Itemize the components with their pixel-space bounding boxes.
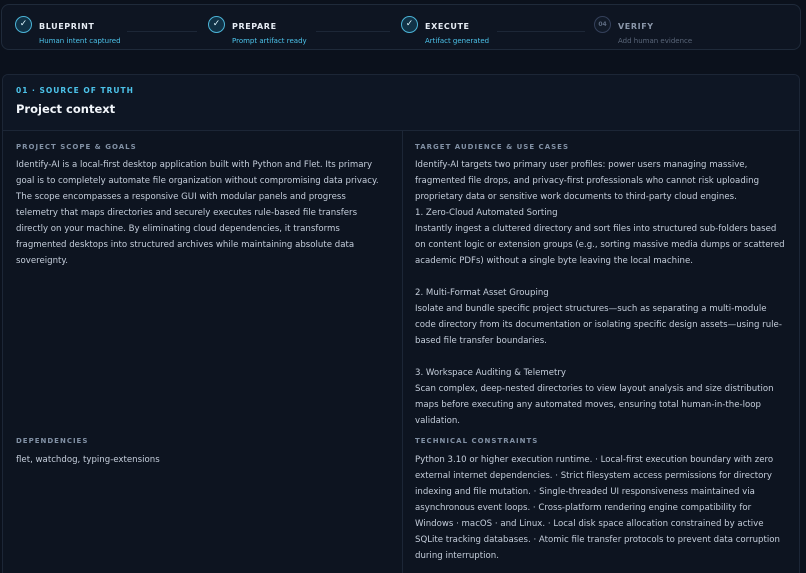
check-icon: ✓ bbox=[401, 16, 418, 33]
dependencies-text bbox=[16, 452, 390, 468]
use-case-title: 1. Zero-Cloud Automated Sorting bbox=[415, 208, 558, 218]
constraints-paragraph: Python 3.10 or higher execution runtime. · Local-first execution boundary with zero external internet dependencies. · Strict filesystem access permissions for directory indexing and file mutation. · Single-threaded UI responsiveness maintained via asynchronous event loops. · Cross-platform rendering engine compatibility for Windows · macOS · and Linux. · Local disk space allocation constrained by active SQLite tracking databases. · Atomic file transfer protocols to prevent data corruption during interruption. bbox=[415, 455, 780, 561]
workflow-stepper bbox=[1, 4, 801, 50]
audience-label: TARGET AUDIENCE & USE CASES bbox=[415, 143, 569, 151]
section-eyebrow: 01 · SOURCE OF TRUTH bbox=[16, 86, 134, 95]
check-icon: ✓ bbox=[208, 16, 225, 33]
use-case-title: 2. Multi-Format Asset Grouping bbox=[415, 288, 549, 298]
step-name: PREPARE bbox=[232, 22, 277, 31]
step-connector bbox=[127, 31, 197, 32]
step-connector bbox=[497, 31, 585, 32]
scope-label: PROJECT SCOPE & GOALS bbox=[16, 143, 137, 151]
scope-text bbox=[16, 157, 390, 269]
constraints-text bbox=[415, 452, 789, 564]
check-icon: ✓ bbox=[15, 16, 32, 33]
scope-paragraph: Identify-AI is a local-first desktop application built with Python and Flet. Its primary goal is to completely automate file organization without compromising data privacy. The scope encompasses a responsive GUI with modular panels and progress telemetry that maps directories and securely executes rule-based file transfers directly on your machine. By eliminating cloud dependencies, it transforms fragmented desktops into structured archives while maintaining absolute data sovereignty. bbox=[16, 160, 379, 266]
step-status: Prompt artifact ready bbox=[232, 37, 307, 45]
step-connector bbox=[316, 31, 390, 32]
project-context-panel bbox=[2, 74, 800, 573]
column-divider bbox=[402, 130, 403, 573]
use-case-text: Instantly ingest a cluttered directory and sort files into structured sub-folders based on content logic or extension groups (e.g., sorting massive media dumps or scattered academic PDFs) without a single byte leaving the local machine. bbox=[415, 224, 785, 266]
constraints-label: TECHNICAL CONSTRAINTS bbox=[415, 437, 539, 445]
panel-header bbox=[3, 75, 799, 131]
step-status: Artifact generated bbox=[425, 37, 490, 45]
dependencies-label: DEPENDENCIES bbox=[16, 437, 89, 445]
step-status: Human intent captured bbox=[39, 37, 121, 45]
audience-text bbox=[415, 157, 789, 429]
step-status: Add human evidence bbox=[618, 37, 693, 45]
step-name: BLUEPRINT bbox=[39, 22, 95, 31]
use-case-title: 3. Workspace Auditing & Telemetry bbox=[415, 368, 567, 378]
step-name: VERIFY bbox=[618, 22, 654, 31]
use-case-text: Isolate and bundle specific project structures—such as separating a multi-module code directory from its documentation or isolating specific design assets—using rule-based file transfer boundaries. bbox=[415, 304, 782, 346]
panel-title: Project context bbox=[16, 102, 116, 116]
dependencies-list: flet, watchdog, typing-extensions bbox=[16, 455, 160, 465]
step-name: EXECUTE bbox=[425, 22, 470, 31]
audience-intro: Identify-AI targets two primary user profiles: power users managing massive, fragmented file drops, and privacy-first professionals who cannot risk uploading proprietary data or sensitive work documents to third-party cloud engines. bbox=[415, 160, 760, 202]
step-number-badge: 04 bbox=[594, 16, 611, 33]
use-case-text: Scan complex, deep-nested directories to view layout analysis and size distribution maps before executing any automated moves, ensuring total human-in-the-loop validation. bbox=[415, 384, 774, 426]
